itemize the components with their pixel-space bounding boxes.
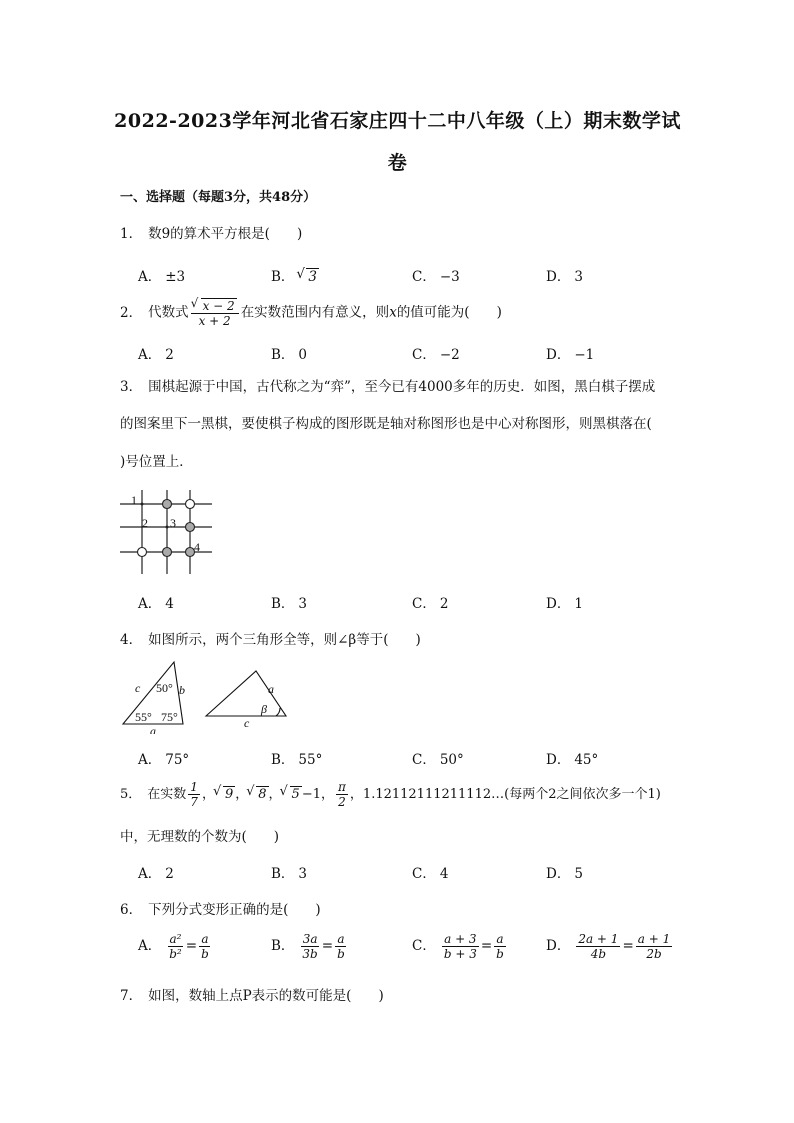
choice-a[interactable]: A． 2 — [138, 347, 174, 363]
choice-b[interactable]: B． $\frac{3a}{3b}$ = $\frac{a}{b}$ — [271, 932, 345, 961]
q2-choices — [138, 343, 698, 365]
question-4: 4． 如图所示，两个三角形全等，则∠β等于( ) — [120, 632, 421, 648]
choice-c[interactable]: C． 50° — [412, 752, 464, 768]
question-1 — [120, 222, 302, 242]
question-3-line3: )号位置上． — [120, 454, 193, 470]
choice-c[interactable]: C． 2 — [412, 596, 449, 612]
choice-d[interactable]: D． 1 — [546, 596, 583, 612]
question-number: 2． — [120, 304, 143, 321]
question-2: 2． 代数式 √ $\frac{x - 2}{x + 2}$ 在实数范围内有意义，则x的值可能为( ) — [120, 298, 502, 328]
question-5-line2: 中，无理数的个数为( ) — [120, 829, 280, 845]
choice-a[interactable]: A． $\frac{\text{a²}}{\text{b²}}$ = $\frac{a}{b}$ — [138, 932, 209, 961]
q3-choices — [138, 592, 698, 614]
choice-c[interactable]: C． 4 — [412, 866, 449, 882]
question-number: 1． — [120, 226, 143, 242]
choice-d[interactable]: D． $\frac{2a + 1}{4b}$ = $\frac{a + 1}{2b}$ — [546, 932, 671, 961]
exam-title-line2: 卷 — [387, 152, 408, 174]
q1-choices — [138, 265, 698, 287]
triangles-figure — [118, 656, 298, 734]
choice-d[interactable]: D． 45° — [546, 752, 599, 768]
q4-choices — [138, 748, 698, 770]
svg-text:β: β — [261, 702, 267, 716]
question-3: 3． 围棋起源于中国，古代称之为“弈”，至今已有4000多年的历史．如图，黑白棋子摆成 — [120, 379, 656, 395]
exam-title-line1: 2022-2023学年河北省石家庄四十二中八年级（上）期末数学试 — [114, 110, 681, 132]
choice-c[interactable]: C． −2 — [412, 347, 460, 363]
question-7: 7． 如图，数轴上点P表示的数可能是( ) — [120, 988, 384, 1004]
choice-a[interactable]: A． 4 — [138, 596, 174, 612]
section-heading: 一、选择题（每题3分，共48分） — [120, 190, 317, 205]
q6-choices — [138, 932, 698, 966]
question-5: 5． 在实数 $\frac{1}{7}$ ，√ 9 ，√ 8 ，√ 5 −1， $\frac{\pi}{2}$ ，1.12112111211112…(每两个2之间依次多一个1) — [120, 780, 661, 809]
question-text: 数9的算术平方根是( ) — [148, 226, 303, 242]
choice-b[interactable]: B．√ 3 — [271, 265, 319, 285]
choice-d[interactable]: D． −1 — [546, 347, 595, 363]
svg-text:55°: 55° — [135, 710, 152, 724]
question-6: 6． 下列分式变形正确的是( ) — [120, 902, 321, 918]
svg-text:75°: 75° — [161, 710, 178, 724]
svg-text:c: c — [135, 681, 141, 695]
choice-d[interactable]: D． 3 — [546, 269, 583, 285]
choice-c[interactable]: C． −3 — [412, 269, 460, 285]
choice-a[interactable]: A． 75° — [138, 752, 190, 768]
question-number: 7． — [120, 988, 143, 1004]
position-label-3: 3 — [170, 516, 176, 530]
choice-c[interactable]: C． $\frac{a + 3}{b + 3}$ = $\frac{a}{b}$ — [412, 932, 504, 961]
position-label-4: 4 — [194, 540, 200, 554]
position-label-2: 2 — [142, 516, 148, 530]
svg-text:a: a — [150, 724, 156, 734]
q5-choices — [138, 862, 698, 884]
choice-d[interactable]: D． 5 — [546, 866, 583, 882]
go-board-figure — [118, 488, 218, 578]
fraction: √ $\frac{x - 2}{x + 2}$ — [191, 298, 239, 328]
question-3-line2: 的图案里下一黑棋，要使棋子构成的图形既是轴对称图形也是中心对称图形，则黑棋落在( — [120, 416, 652, 432]
question-number: 6． — [120, 902, 143, 918]
svg-text:b: b — [179, 683, 185, 697]
svg-text:c: c — [244, 716, 250, 730]
choice-b[interactable]: B． 55° — [271, 752, 323, 768]
choice-b[interactable]: B． 0 — [271, 347, 308, 363]
choice-b[interactable]: B． 3 — [271, 596, 308, 612]
svg-text:50°: 50° — [156, 681, 173, 695]
question-number: 5． — [120, 787, 142, 802]
question-number: 4． — [120, 632, 143, 648]
choice-a[interactable]: A． ±3 — [138, 269, 186, 285]
choice-a[interactable]: A． 2 — [138, 866, 174, 882]
choice-b[interactable]: B． 3 — [271, 866, 308, 882]
svg-text:a: a — [268, 682, 274, 696]
position-label-1: 1 — [131, 493, 137, 507]
question-number: 3． — [120, 379, 143, 395]
